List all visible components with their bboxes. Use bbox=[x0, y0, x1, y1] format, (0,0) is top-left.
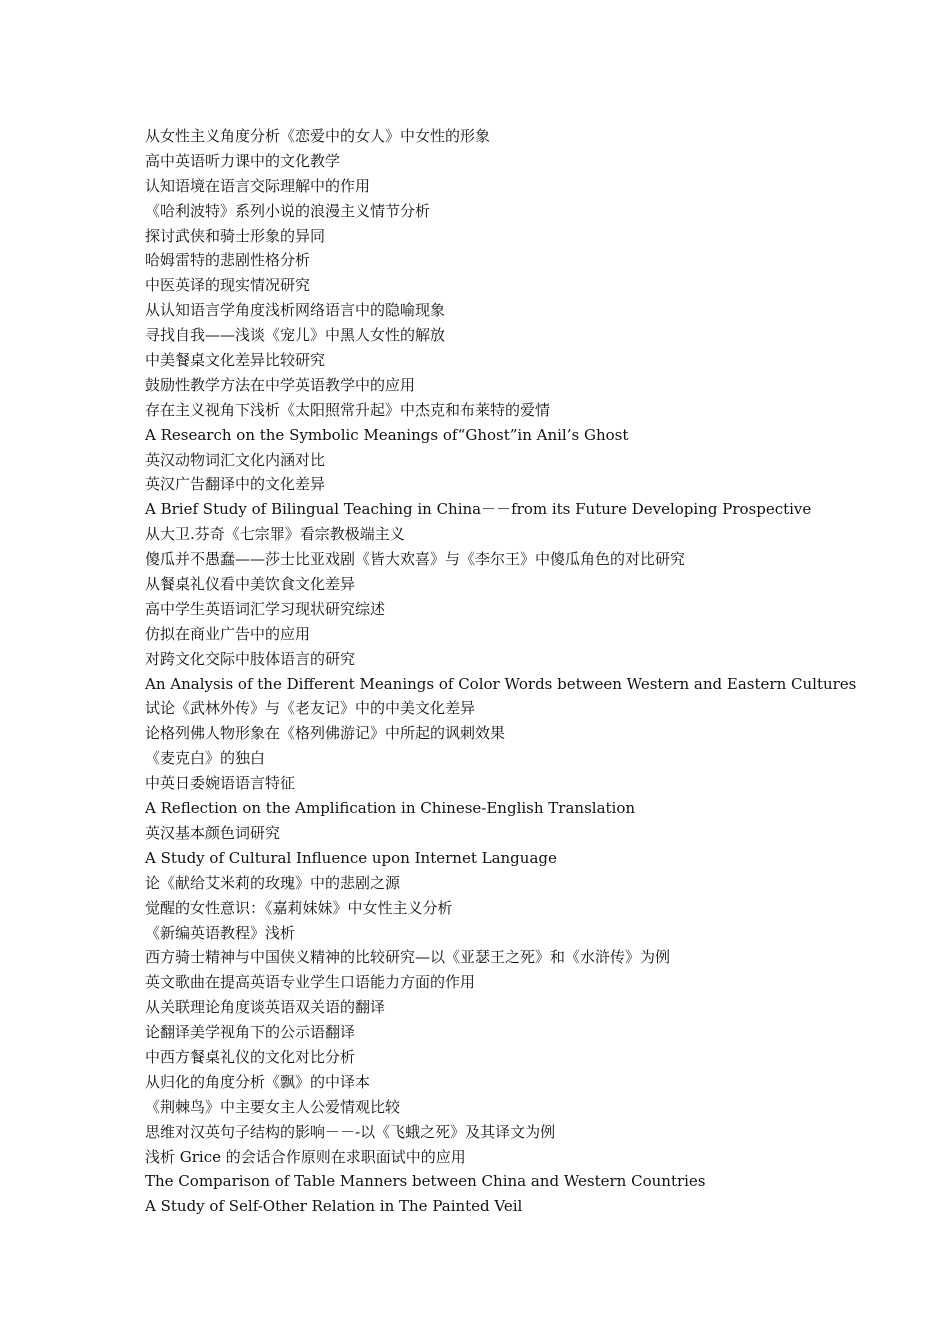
thesis-title-item: 《麦克白》的独白 bbox=[145, 749, 266, 768]
thesis-title-item: 中医英译的现实情况研究 bbox=[145, 276, 311, 295]
thesis-title-item: 从归化的角度分析《飘》的中译本 bbox=[145, 1072, 371, 1091]
thesis-title-item: 从关联理论角度谈英语双关语的翻译 bbox=[145, 998, 386, 1017]
thesis-title-item: 论《献给艾米莉的玫瑰》中的悲剧之源 bbox=[145, 873, 401, 892]
thesis-title-item: 从餐桌礼仪看中美饮食文化差异 bbox=[145, 575, 356, 594]
thesis-title-item: A Study of Cultural Influence upon Internet Language bbox=[145, 848, 557, 867]
thesis-title-item: 西方骑士精神与中国侠义精神的比较研究—以《亚瑟王之死》和《水浒传》为例 bbox=[145, 948, 671, 967]
thesis-title-item: An Analysis of the Different Meanings of Color Words between Western and Eastern Cultures bbox=[145, 674, 857, 693]
thesis-title-item: 《新编英语教程》浅析 bbox=[145, 923, 296, 942]
thesis-title-item: 哈姆雷特的悲剧性格分析 bbox=[145, 251, 311, 270]
thesis-title-item: 论格列佛人物形象在《格列佛游记》中所起的讽刺效果 bbox=[145, 724, 506, 743]
thesis-title-item: 对跨文化交际中肢体语言的研究 bbox=[145, 649, 356, 668]
thesis-title-item: A Research on the Symbolic Meanings of“Ghost”in Anil’s Ghost bbox=[145, 425, 629, 444]
thesis-title-item: 高中英语听力课中的文化教学 bbox=[145, 151, 341, 170]
thesis-title-item: 仿拟在商业广告中的应用 bbox=[145, 624, 311, 643]
thesis-title-item: 探讨武侠和骑士形象的异同 bbox=[145, 226, 326, 245]
thesis-title-item: 思维对汉英句子结构的影响－－-以《飞蛾之死》及其译文为例 bbox=[145, 1122, 556, 1141]
thesis-title-item: 认知语境在语言交际理解中的作用 bbox=[145, 176, 371, 195]
thesis-title-item: 中美餐桌文化差异比较研究 bbox=[145, 351, 326, 370]
thesis-title-list bbox=[145, 124, 925, 1219]
thesis-title-item: 试论《武林外传》与《老友记》中的中美文化差异 bbox=[145, 699, 476, 718]
thesis-title-item: 论翻译美学视角下的公示语翻译 bbox=[145, 1023, 356, 1042]
thesis-title-item: 英汉动物词汇文化内涵对比 bbox=[145, 450, 326, 469]
thesis-title-item: The Comparison of Table Manners between China and Western Countries bbox=[145, 1172, 706, 1191]
thesis-title-item: 从大卫.芬奇《七宗罪》看宗教极端主义 bbox=[145, 525, 405, 544]
thesis-title-item: 《哈利波特》系列小说的浪漫主义情节分析 bbox=[145, 201, 431, 220]
thesis-title-item: 《荆棘鸟》中主要女主人公爱情观比较 bbox=[145, 1097, 401, 1116]
thesis-title-item: A Brief Study of Bilingual Teaching in China－－from its Future Developing Prospective bbox=[145, 500, 812, 519]
thesis-title-item: 高中学生英语词汇学习现状研究综述 bbox=[145, 599, 386, 618]
thesis-title-item: 傻瓜并不愚蠢——莎士比亚戏剧《皆大欢喜》与《李尔王》中傻瓜角色的对比研究 bbox=[145, 550, 686, 569]
thesis-title-item: 英汉基本颜色词研究 bbox=[145, 823, 281, 842]
thesis-title-item: 鼓励性教学方法在中学英语教学中的应用 bbox=[145, 375, 416, 394]
thesis-title-item: 英文歌曲在提高英语专业学生口语能力方面的作用 bbox=[145, 973, 476, 992]
thesis-title-item: A Reflection on the Amplification in Chinese-English Translation bbox=[145, 799, 636, 818]
thesis-title-item: 中英日委婉语语言特征 bbox=[145, 774, 296, 793]
thesis-title-item: 英汉广告翻译中的文化差异 bbox=[145, 475, 326, 494]
thesis-title-item: 存在主义视角下浅析《太阳照常升起》中杰克和布莱特的爱情 bbox=[145, 400, 551, 419]
thesis-title-item: 从认知语言学角度浅析网络语言中的隐喻现象 bbox=[145, 301, 446, 320]
thesis-title-item: A Study of Self-Other Relation in The Painted Veil bbox=[145, 1197, 523, 1216]
thesis-title-item: 从女性主义角度分析《恋爱中的女人》中女性的形象 bbox=[145, 127, 491, 145]
thesis-title-item: 浅析 Grice 的会话合作原则在求职面试中的应用 bbox=[145, 1147, 466, 1166]
thesis-title-item: 觉醒的女性意识：《嘉莉妹妹》中女性主义分析 bbox=[145, 898, 453, 917]
thesis-title-item: 中西方餐桌礼仪的文化对比分析 bbox=[145, 1047, 356, 1066]
thesis-title-item: 寻找自我——浅谈《宠儿》中黑人女性的解放 bbox=[145, 326, 446, 345]
